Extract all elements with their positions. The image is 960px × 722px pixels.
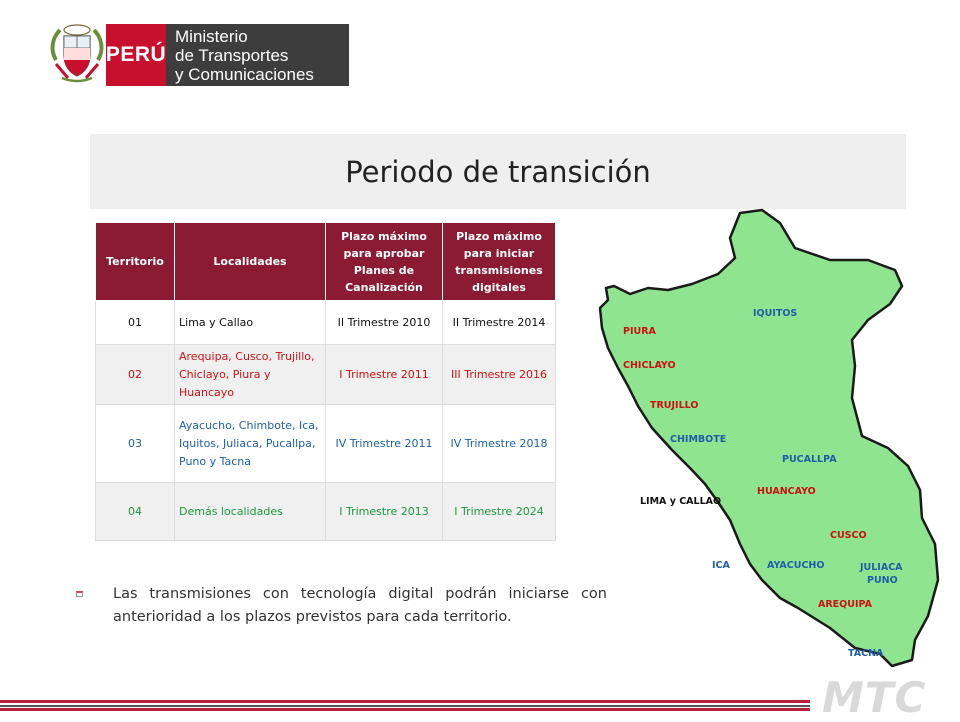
peru-label: PERÚ xyxy=(105,43,167,66)
table-row xyxy=(96,301,556,345)
cell-territorio: 01 xyxy=(96,301,175,345)
city-trujillo: TRUJILLO xyxy=(650,400,699,411)
city-iquitos: IQUITOS xyxy=(753,308,798,319)
ministry-name-box xyxy=(166,24,349,86)
city-juliaca: JULIACA xyxy=(860,562,903,573)
cell-plazo-planes: II Trimestre 2010 xyxy=(326,301,443,345)
table-header-row xyxy=(96,223,556,301)
table-row xyxy=(96,483,556,541)
note-text: Las transmisiones con tecnología digital podrán iniciarse con anterioridad a los plazos previstos para cada territorio. xyxy=(113,586,607,625)
cell-plazo-transmisiones: II Trimestre 2014 xyxy=(443,301,556,345)
cell-localidades: Arequipa, Cusco, Trujillo, Chiclayo, Piura y Huancayo xyxy=(175,345,326,405)
cell-localidades: Ayacucho, Chimbote, Ica, Iquitos, Juliaca, Pucallpa, Puno y Tacna xyxy=(175,405,326,483)
cell-plazo-planes: I Trimestre 2013 xyxy=(326,483,443,541)
city-lima: LIMA y CALLAO xyxy=(640,496,722,507)
cell-territorio: 04 xyxy=(96,483,175,541)
header-territorio: Territorio xyxy=(96,223,175,301)
cell-localidades: Demás localidades xyxy=(175,483,326,541)
table-row xyxy=(96,405,556,483)
cell-plazo-transmisiones: III Trimestre 2016 xyxy=(443,345,556,405)
cell-territorio: 02 xyxy=(96,345,175,405)
city-tacna: TACNA xyxy=(848,648,884,659)
ministry-line-3: y Comunicaciones xyxy=(175,65,314,84)
city-chiclayo: CHICLAYO xyxy=(623,360,676,371)
city-ica: ICA xyxy=(712,560,730,571)
city-puno: PUNO xyxy=(867,575,898,586)
peru-territory-shape xyxy=(600,210,938,666)
page-title: Periodo de transición xyxy=(345,154,651,189)
header-plazo-planes: Plazo máximo para aprobar Planes de Canalización xyxy=(326,223,443,301)
header-localidades: Localidades xyxy=(175,223,326,301)
peru-map-shape xyxy=(590,208,950,670)
city-huancayo: HUANCAYO xyxy=(757,486,816,497)
transition-schedule-table xyxy=(95,222,556,541)
cell-localidades: Lima y Callao xyxy=(175,301,326,345)
city-pucallpa: PUCALLPA xyxy=(782,454,837,465)
city-piura: PIURA xyxy=(623,326,656,337)
peru-map xyxy=(590,208,950,670)
cell-plazo-planes: I Trimestre 2011 xyxy=(326,345,443,405)
city-chimbote: CHIMBOTE xyxy=(670,434,727,445)
ministry-line-2: de Transportes xyxy=(175,46,289,65)
bullet-icon xyxy=(76,591,83,597)
city-arequipa: AREQUIPA xyxy=(818,599,872,610)
mtc-watermark-logo: MTC xyxy=(822,673,927,722)
cell-plazo-planes: IV Trimestre 2011 xyxy=(326,405,443,483)
ministry-line-1: Ministerio xyxy=(175,27,248,46)
cell-territorio: 03 xyxy=(96,405,175,483)
peru-coat-of-arms xyxy=(48,20,106,86)
city-ayacucho: AYACUCHO xyxy=(767,560,825,571)
cell-plazo-transmisiones: I Trimestre 2024 xyxy=(443,483,556,541)
cell-plazo-transmisiones: IV Trimestre 2018 xyxy=(443,405,556,483)
city-cusco: CUSCO xyxy=(830,530,867,541)
table-row xyxy=(96,345,556,405)
footer-stripes xyxy=(0,700,810,712)
header-plazo-transmisiones: Plazo máximo para iniciar transmisiones digitales xyxy=(443,223,556,301)
peru-brand-box xyxy=(106,24,166,86)
